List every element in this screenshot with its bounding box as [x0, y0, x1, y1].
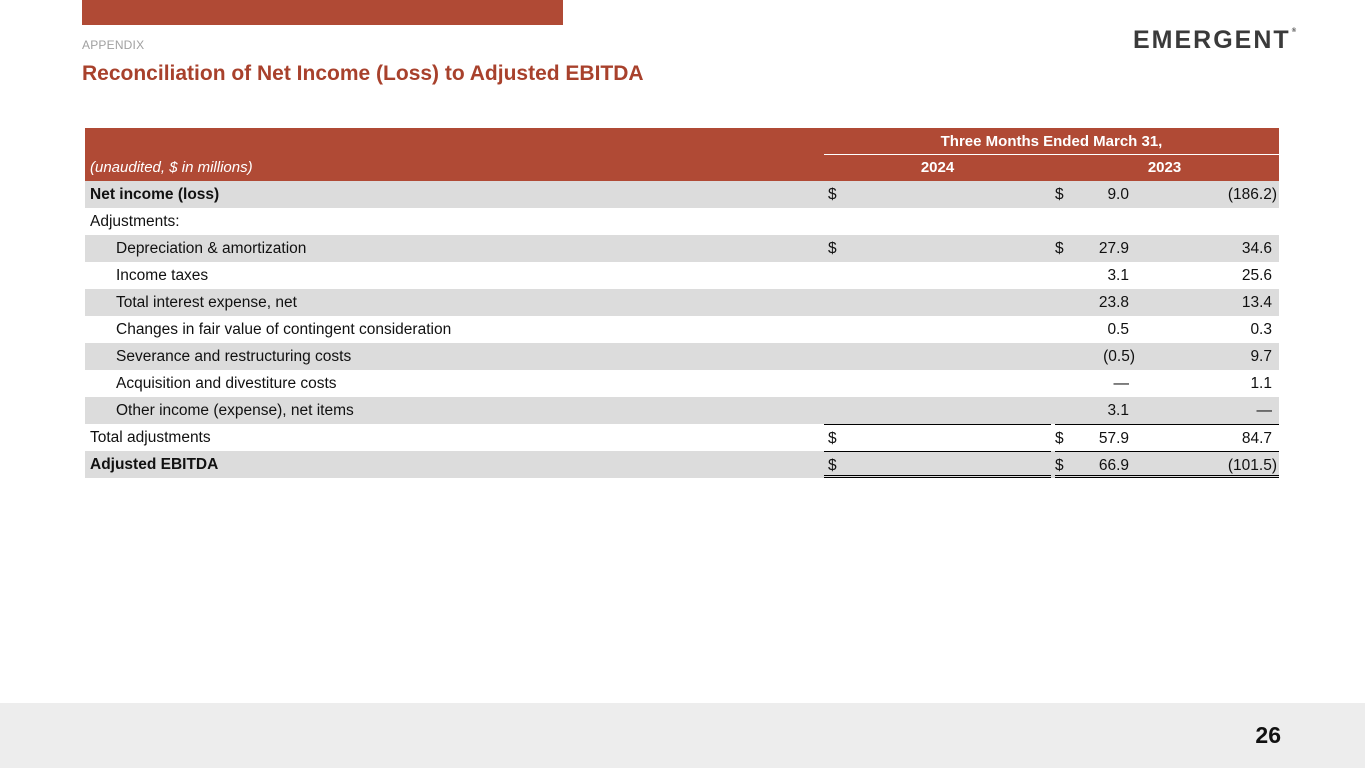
cell-value: 3.1	[1107, 267, 1129, 284]
cell-value: 9.7	[1250, 348, 1272, 365]
cell-2024	[824, 397, 1129, 424]
cell-value: —	[1256, 402, 1272, 419]
currency-symbol: $	[828, 457, 837, 474]
table-row-depreciation	[85, 235, 1279, 262]
cell-value: 9.0	[1107, 186, 1129, 203]
cell-value: (101.5)	[1227, 457, 1277, 474]
currency-symbol: $	[828, 430, 837, 447]
table-row-acquisition	[85, 370, 1279, 397]
cell-value: 3.1	[1107, 402, 1129, 419]
cell-value: 25.6	[1241, 267, 1272, 284]
top-accent-bar	[82, 0, 563, 25]
cell-value: 57.9	[1098, 430, 1129, 447]
cell-2023	[1055, 343, 1279, 370]
cell-value: 27.9	[1098, 240, 1129, 257]
table-row-adjustments	[85, 208, 1279, 235]
table-row-total-adjustments	[85, 424, 1279, 451]
cell-2023	[1055, 181, 1279, 208]
cell-2024	[824, 181, 1129, 208]
cell-2024	[824, 262, 1129, 289]
row-label: Adjustments:	[90, 213, 180, 230]
row-label: Changes in fair value of contingent consideration	[116, 321, 452, 338]
units-label: (unaudited, $ in millions)	[90, 159, 253, 176]
cell-2023	[1055, 235, 1279, 262]
table-row-adjusted-ebitda	[85, 451, 1279, 478]
page-title: Reconciliation of Net Income (Loss) to Adjusted EBITDA	[82, 62, 644, 85]
cell-value: 23.8	[1098, 294, 1129, 311]
row-label: Income taxes	[116, 267, 209, 284]
cell-2024	[824, 235, 1129, 262]
table-row-income-taxes	[85, 262, 1279, 289]
row-label: Adjusted EBITDA	[90, 456, 219, 473]
row-label: Severance and restructuring costs	[116, 348, 352, 365]
row-label: Total interest expense, net	[116, 294, 297, 311]
table-header-years	[85, 155, 1279, 181]
currency-symbol: $	[1055, 430, 1064, 447]
cell-2023	[1055, 316, 1279, 343]
cell-value: 13.4	[1241, 294, 1272, 311]
currency-symbol: $	[1055, 457, 1064, 474]
row-label: Acquisition and divestiture costs	[116, 375, 337, 392]
cell-value: 0.3	[1250, 321, 1272, 338]
cell-value: (0.5)	[1103, 348, 1135, 365]
cell-value: 34.6	[1241, 240, 1272, 257]
cell-value: 66.9	[1098, 457, 1129, 474]
currency-symbol: $	[1055, 240, 1064, 257]
cell-2024	[824, 370, 1129, 397]
footer-bar	[0, 703, 1365, 768]
cell-value: (186.2)	[1227, 186, 1277, 203]
table-row-interest-expense	[85, 289, 1279, 316]
table-row-contingent-consideration	[85, 316, 1279, 343]
cell-2023	[1055, 289, 1279, 316]
table-row-severance	[85, 343, 1279, 370]
cell-value: 0.5	[1107, 321, 1129, 338]
cell-2024	[824, 289, 1129, 316]
cell-value: 84.7	[1241, 430, 1272, 447]
table-header-period	[85, 128, 1279, 155]
reconciliation-table	[85, 128, 1279, 478]
cell-2023	[1055, 451, 1279, 478]
logo-mark: ®	[1291, 28, 1297, 34]
row-label: Depreciation & amortization	[116, 240, 307, 257]
period-header: Three Months Ended March 31,	[824, 128, 1279, 155]
cell-2024	[824, 424, 1129, 451]
cell-2023	[1055, 262, 1279, 289]
table-row-net-income	[85, 181, 1279, 208]
cell-2024	[824, 316, 1129, 343]
cell-value: 1.1	[1250, 375, 1272, 392]
year-2024-header: 2024	[920, 159, 955, 176]
year-2023-header: 2023	[1147, 159, 1182, 176]
cell-2023	[1055, 424, 1279, 451]
cell-2023	[1055, 370, 1279, 397]
page-number: 26	[1255, 722, 1281, 748]
currency-symbol: $	[828, 186, 837, 203]
cell-2023	[1055, 397, 1279, 424]
currency-symbol: $	[828, 240, 837, 257]
emergent-logo	[1133, 26, 1296, 55]
row-label: Other income (expense), net items	[116, 402, 354, 419]
cell-2024	[824, 451, 1129, 478]
table-row-other-income	[85, 397, 1279, 424]
currency-symbol: $	[1055, 186, 1064, 203]
cell-value: —	[1113, 375, 1129, 392]
section-label: APPENDIX	[82, 38, 145, 52]
cell-2024	[824, 343, 1135, 370]
row-label: Net income (loss)	[90, 186, 220, 203]
row-label: Total adjustments	[90, 429, 211, 446]
logo-text: EMERGENT	[1133, 26, 1291, 54]
